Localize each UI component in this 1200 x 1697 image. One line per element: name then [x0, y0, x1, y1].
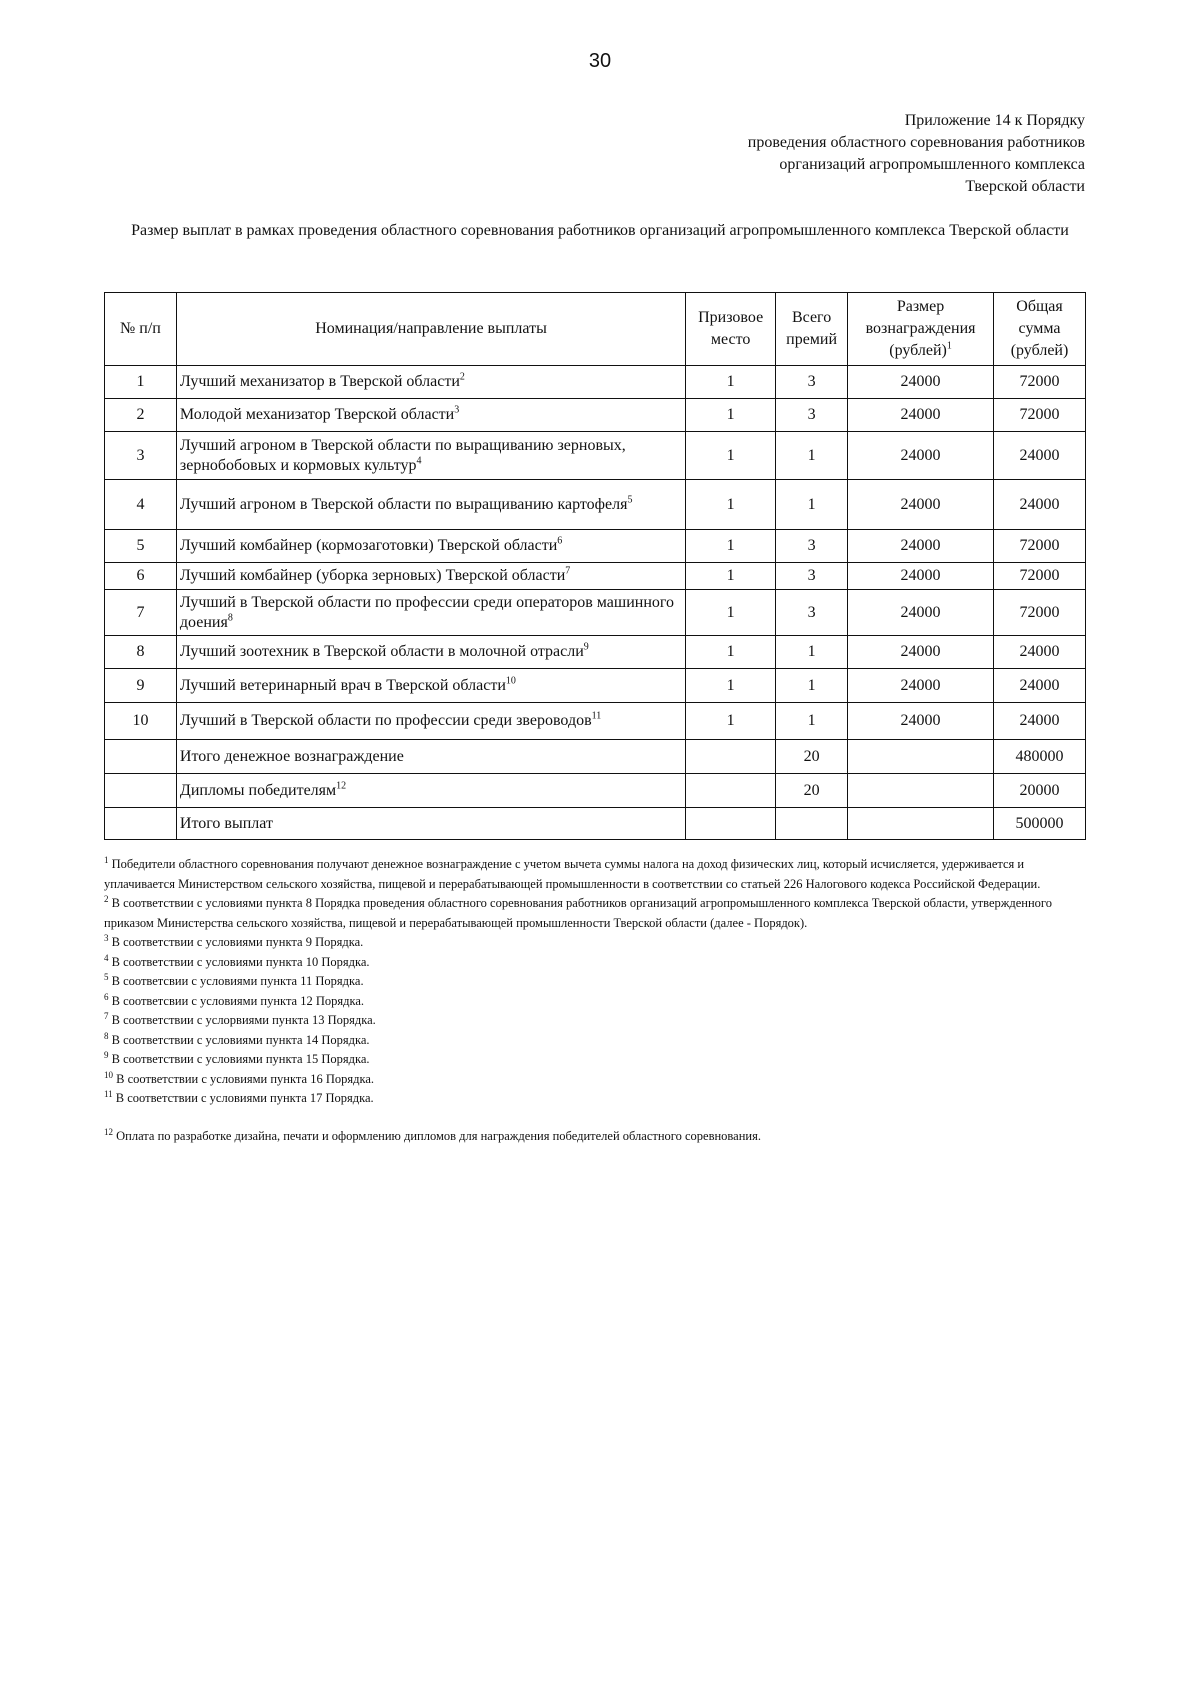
cell-count: 3 — [776, 590, 848, 636]
cell-total: 24000 — [994, 432, 1086, 480]
footnote-mark: 11 — [104, 1088, 113, 1099]
appendix-header — [485, 110, 1085, 198]
cell-total: 20000 — [994, 774, 1086, 808]
footnote-text: В соответствии с условиями пункта 17 Порядка. — [115, 1091, 374, 1105]
cell-num: 5 — [105, 530, 177, 563]
cell-amount — [848, 774, 994, 808]
appendix-line: Тверской области — [965, 178, 1085, 195]
footnote-mark: 4 — [104, 952, 109, 963]
footnote — [104, 933, 1084, 953]
nomination-text: Лучший в Тверской области по профессии среди операторов машинного доения — [179, 593, 675, 631]
cell-total: 72000 — [994, 590, 1086, 636]
cell-place: 1 — [686, 590, 776, 636]
cell-amount: 24000 — [848, 480, 994, 530]
cell-total: 24000 — [994, 636, 1086, 669]
cell-count: 3 — [776, 530, 848, 563]
cell-place: 1 — [686, 636, 776, 669]
footnote-ref: 5 — [627, 494, 633, 506]
summary-text: Итого денежное вознаграждение — [179, 747, 404, 765]
cell-amount: 24000 — [848, 563, 994, 590]
header-count: Всего премий — [776, 293, 848, 366]
cell-name — [176, 774, 685, 808]
nomination-text: Лучший механизатор в Тверской области — [179, 373, 460, 390]
cell-count: 1 — [776, 703, 848, 740]
footnote-ref: 2 — [459, 371, 465, 383]
cell-num: 2 — [105, 399, 177, 432]
nomination-text: Лучший ветеринарный врач в Тверской области — [179, 676, 506, 694]
table-body — [105, 366, 1086, 840]
summary-text: Дипломы победителям — [179, 781, 337, 799]
header-total: Общая сумма (рублей) — [994, 293, 1086, 366]
footnote — [104, 992, 1084, 1012]
cell-num: 7 — [105, 590, 177, 636]
cell-total: 480000 — [994, 740, 1086, 774]
footnote-mark: 6 — [104, 991, 109, 1002]
cell-amount: 24000 — [848, 669, 994, 703]
footnote-ref: 4 — [416, 455, 422, 467]
cell-num: 8 — [105, 636, 177, 669]
payments-table — [104, 292, 1086, 840]
cell-name — [176, 669, 685, 703]
footnote — [104, 894, 1084, 933]
cell-name — [176, 636, 685, 669]
footnote — [104, 855, 1084, 894]
cell-place — [686, 740, 776, 774]
cell-num — [105, 808, 177, 840]
footnote-ref: 11 — [591, 710, 602, 722]
cell-name — [176, 590, 685, 636]
cell-total: 500000 — [994, 808, 1086, 840]
nomination-text: Лучший агроном в Тверской области по выращиванию картофеля — [179, 495, 628, 513]
cell-place: 1 — [686, 703, 776, 740]
footnote-ref: 10 — [505, 675, 516, 687]
cell-total: 72000 — [994, 366, 1086, 399]
cell-amount: 24000 — [848, 703, 994, 740]
cell-amount — [848, 740, 994, 774]
footnote-mark: 1 — [104, 854, 109, 865]
cell-count: 20 — [776, 774, 848, 808]
table-row — [105, 703, 1086, 740]
table-row — [105, 432, 1086, 480]
table-row — [105, 366, 1086, 399]
cell-amount — [848, 808, 994, 840]
appendix-line: организаций агропромышленного комплекса — [779, 156, 1085, 173]
footnote — [104, 972, 1084, 992]
footnote-ref: 1 — [946, 340, 952, 352]
footnote-mark: 8 — [104, 1030, 109, 1041]
cell-amount: 24000 — [848, 530, 994, 563]
summary-row — [105, 774, 1086, 808]
footnote-ref: 3 — [454, 404, 460, 416]
footnote-mark: 9 — [104, 1049, 109, 1060]
cell-place: 1 — [686, 669, 776, 703]
footnote-text: В соответствии с условиями пункта 14 Порядка. — [111, 1032, 370, 1047]
cell-count: 3 — [776, 366, 848, 399]
footnote-text: Победители областного соревнования получают денежное вознаграждение с учетом вычета суммы налога на доход физических лиц, который исчисляется, удерживается и уплачивается Министерством сельского хозяйства, пищевой и перерабатывающей промышленности в соответствии со статьей 226 Налогового кодекса Российской Федерации. — [104, 857, 1041, 891]
cell-count: 1 — [776, 432, 848, 480]
footnote-text: В соответствии с условиями пункта 10 Порядка. — [111, 954, 370, 969]
footnote-text: В соответствии с условиями пункта 15 Порядка. — [111, 1052, 370, 1066]
footnote-mark: 3 — [104, 932, 109, 943]
footnote-mark: 10 — [104, 1069, 113, 1080]
cell-total: 24000 — [994, 669, 1086, 703]
cell-name — [176, 432, 685, 480]
footnote-text: В соответствии с условиями пункта 8 Порядка проведения областного соревнования работников организаций агропромышленного комплекса Тверской области, утвержденного приказом Министерства сельского хозяйства, пищевой и перерабатывающей промышленности Тверской области (далее - Порядок). — [104, 896, 1052, 930]
nomination-text: Молодой механизатор Тверской области — [179, 406, 455, 423]
header-amount — [848, 293, 994, 366]
cell-num: 4 — [105, 480, 177, 530]
cell-place: 1 — [686, 480, 776, 530]
cell-total: 24000 — [994, 480, 1086, 530]
footnote — [104, 953, 1084, 973]
footnote-ref: 12 — [336, 780, 347, 792]
cell-total: 72000 — [994, 563, 1086, 590]
cell-name — [176, 703, 685, 740]
cell-place: 1 — [686, 399, 776, 432]
cell-name — [176, 366, 685, 399]
nomination-text: Лучший зоотехник в Тверской области в молочной отрасли — [179, 643, 584, 660]
cell-count: 1 — [776, 669, 848, 703]
table-row — [105, 480, 1086, 530]
footnotes — [104, 855, 1084, 1146]
cell-count — [776, 808, 848, 840]
cell-name — [176, 808, 685, 840]
footnote-mark: 7 — [104, 1010, 109, 1021]
table-header-row — [105, 293, 1086, 366]
page-number: 30 — [588, 50, 612, 72]
cell-place — [686, 774, 776, 808]
appendix-line: Приложение 14 к Порядку — [904, 112, 1085, 129]
cell-total: 24000 — [994, 703, 1086, 740]
footnote-mark: 2 — [104, 893, 109, 904]
cell-num: 6 — [105, 563, 177, 590]
cell-count: 20 — [776, 740, 848, 774]
cell-place: 1 — [686, 366, 776, 399]
cell-place — [686, 808, 776, 840]
header-name: Номинация/направление выплаты — [176, 293, 685, 366]
nomination-text: Лучший комбайнер (уборка зерновых) Тверской области — [179, 567, 566, 584]
cell-amount: 24000 — [848, 366, 994, 399]
summary-text: Итого выплат — [179, 814, 273, 832]
footnote — [104, 1089, 1084, 1109]
cell-amount: 24000 — [848, 399, 994, 432]
table-row — [105, 636, 1086, 669]
cell-count: 3 — [776, 563, 848, 590]
nomination-text: Лучший комбайнер (кормозаготовки) Тверской области — [179, 537, 558, 554]
cell-name — [176, 399, 685, 432]
cell-amount: 24000 — [848, 432, 994, 480]
cell-name — [176, 530, 685, 563]
footnote-text: Оплата по разработке дизайна, печати и оформлению дипломов для награждения победителей областного соревнования. — [116, 1128, 761, 1143]
footnote-ref: 9 — [583, 641, 589, 653]
cell-num: 9 — [105, 669, 177, 703]
cell-count: 1 — [776, 480, 848, 530]
footnote-ref: 6 — [557, 535, 563, 547]
cell-place: 1 — [686, 530, 776, 563]
footnote-text: В соответствии с услорвиями пункта 13 Порядка. — [111, 1013, 376, 1027]
table-row — [105, 590, 1086, 636]
cell-count: 1 — [776, 636, 848, 669]
footnote-text: В соответсвии с условиями пункта 11 Порядка. — [111, 974, 364, 988]
table-row — [105, 399, 1086, 432]
cell-place: 1 — [686, 563, 776, 590]
cell-name — [176, 740, 685, 774]
document-title: Размер выплат в рамках проведения областного соревнования работников организаций агропромышленного комплекса Тверской области — [131, 222, 1069, 239]
footnote-ref: 8 — [227, 612, 233, 624]
cell-num: 1 — [105, 366, 177, 399]
footnote-mark: 5 — [104, 971, 109, 982]
footnote — [104, 1070, 1084, 1090]
summary-row — [105, 808, 1086, 840]
header-amount-text: Размер вознаграждения (рублей) — [865, 298, 976, 359]
cell-total: 72000 — [994, 530, 1086, 563]
cell-count: 3 — [776, 399, 848, 432]
cell-num — [105, 740, 177, 774]
footnote — [104, 1127, 1084, 1147]
header-num: № п/п — [105, 293, 177, 366]
cell-num: 3 — [105, 432, 177, 480]
cell-amount: 24000 — [848, 636, 994, 669]
cell-num — [105, 774, 177, 808]
nomination-text: Лучший в Тверской области по профессии среди звероводов — [179, 712, 592, 729]
nomination-text: Лучший агроном в Тверской области по выращиванию зерновых, зернобобовых и кормовых культур — [179, 436, 626, 474]
cell-amount: 24000 — [848, 590, 994, 636]
footnote-mark: 12 — [104, 1126, 113, 1137]
footnote — [104, 1031, 1084, 1051]
appendix-line: проведения областного соревнования работников — [747, 134, 1085, 151]
footnote-text: В соответствии с условиями пункта 16 Порядка. — [116, 1071, 375, 1086]
cell-total: 72000 — [994, 399, 1086, 432]
header-place: Призовое место — [686, 293, 776, 366]
footnote — [104, 1011, 1084, 1031]
summary-row — [105, 740, 1086, 774]
table-row — [105, 530, 1086, 563]
footnote-ref: 7 — [565, 565, 571, 577]
cell-name — [176, 480, 685, 530]
footnote — [104, 1050, 1084, 1070]
cell-place: 1 — [686, 432, 776, 480]
table-row — [105, 669, 1086, 703]
cell-num: 10 — [105, 703, 177, 740]
footnote-text: В соответсвии с условиями пункта 12 Порядка. — [111, 993, 365, 1008]
table-row — [105, 563, 1086, 590]
cell-name — [176, 563, 685, 590]
footnote-text: В соответствии с условиями пункта 9 Порядка. — [111, 935, 364, 949]
